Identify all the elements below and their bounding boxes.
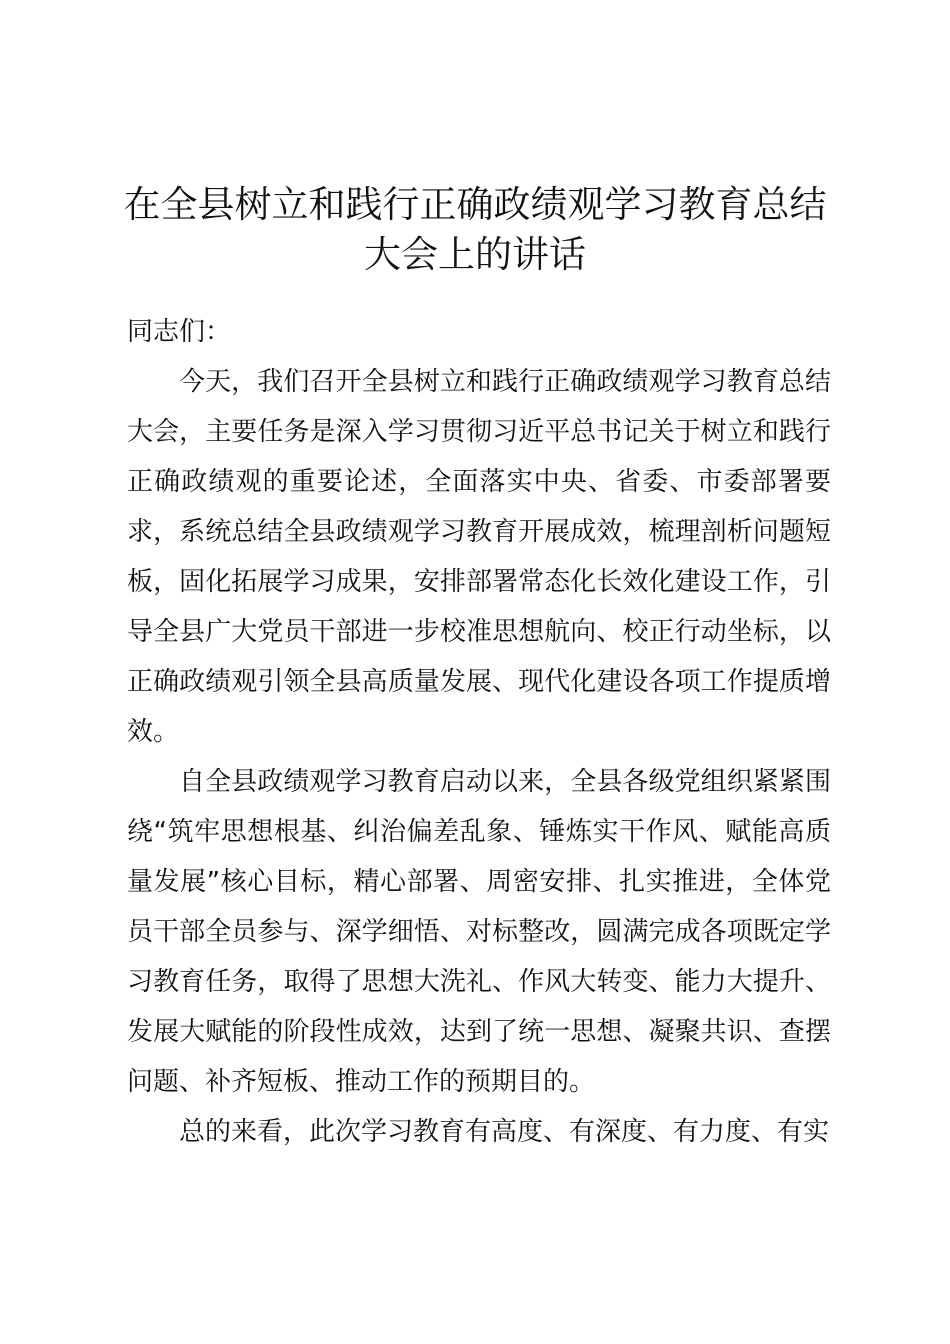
document-title: 在全县树立和践行正确政绩观学习教育总结大会上的讲话 [123, 183, 827, 276]
salutation: 同志们： [127, 317, 232, 347]
paragraph-2: 自全县政绩观学习教育启动以来，全县各级党组织紧紧围绕“筑牢思想根基、纠治偏差乱象、锤炼实干作风、赋能高质量发展”核心目标，精心部署、周密安排、扎实推进，全体党员干部全员参与、深学细悟、对标整改，圆满完成各项既定学习教育任务，取得了思想大洗礼、作风大转变、能力大提升、发展大赋能的阶段性成效，达到了统一思想、凝聚共识、查摆问题、补齐短板、推动工作的预期目的。 [127, 767, 831, 1097]
paragraph-1: 今天，我们召开全县树立和践行正确政绩观学习教育总结大会，主要任务是深入学习贯彻习近平总书记关于树立和践行正确政绩观的重要论述，全面落实中央、省委、市委部署要求，系统总结全县政绩观学习教育开展成效，梳理剖析问题短板，固化拓展学习成果，安排部署常态化长效化建设工作，引导全县广大党员干部进一步校准思想航向、校正行动坐标，以正确政绩观引领全县高质量发展、现代化建设各项工作提质增效。 [127, 367, 831, 747]
document-body [127, 307, 831, 1157]
paragraph-3: 总的来看，此次学习教育有高度、有深度、有力度、有实 [179, 1117, 830, 1147]
